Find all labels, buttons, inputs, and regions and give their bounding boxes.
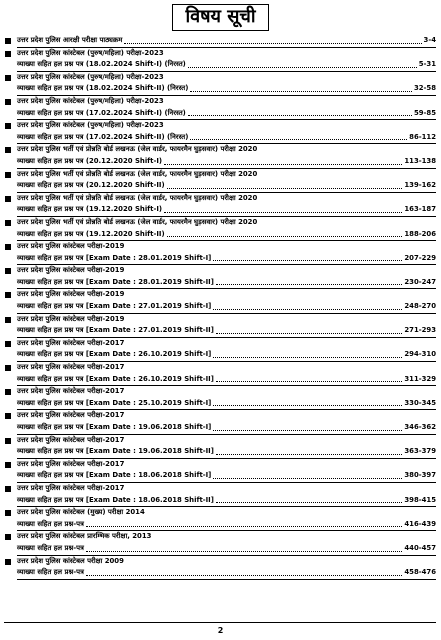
toc-entry-line (17, 253, 436, 266)
toc-entry-line (17, 132, 436, 145)
toc-entry-text: व्याख्या सहित हल प्रश्न पत्र (18.02.2024 Shift-II) (निरस्त) (17, 84, 189, 93)
toc-entry-text: व्याख्या सहित हल प्रश्न पत्र [Exam Date : 27.01.2019 Shift-I] (17, 302, 212, 311)
dot-leader (213, 357, 402, 358)
toc-entry-text: उत्तर प्रदेश पुलिस कांस्टेबल (पुरुष/महिला) परीक्षा-2023 (17, 96, 164, 105)
table-of-contents (4, 35, 436, 580)
toc-entry-text: उत्तर प्रदेश पुलिस भर्ती एवं प्रोन्नति बोर्ड लखनऊ (जेल वार्डर, फायरमैन घुड़सवार) परीक्षा 2020 (17, 193, 258, 202)
toc-entry-text: उत्तर प्रदेश पुलिस आरक्षी परीक्षा पाठ्यक्रम (17, 36, 123, 44)
toc-entry[interactable] (4, 48, 436, 72)
square-bullet-icon (5, 51, 11, 57)
square-bullet-icon (5, 389, 11, 395)
toc-entry-line (17, 108, 436, 121)
square-bullet-icon (5, 438, 11, 444)
toc-entry-line (17, 277, 436, 290)
toc-entry-text: व्याख्या सहित हल प्रश्न पत्र (20.12.2020 Shift-I) (17, 156, 163, 165)
toc-page-range: 59-85 (413, 108, 436, 117)
toc-page-range: 440-457 (404, 543, 436, 552)
toc-page-range: 5-31 (418, 60, 436, 69)
dot-leader (167, 188, 403, 189)
page-title: विषय सूची (172, 4, 268, 31)
toc-entry-text: उत्तर प्रदेश पुलिस कांस्टेबल (पुरुष/महिला) परीक्षा-2023 (17, 121, 164, 130)
square-bullet-icon (5, 172, 11, 178)
square-bullet-icon (5, 123, 11, 129)
toc-page-range: 32-58 (413, 84, 436, 93)
toc-entry-heading (17, 459, 436, 471)
dot-leader (188, 115, 412, 116)
toc-entry-text: व्याख्या सहित हल प्रश्न पत्र [Exam Date : 26.10.2019 Shift-II] (17, 374, 214, 383)
square-bullet-icon (5, 510, 11, 516)
toc-entry-text: उत्तर प्रदेश पुलिस कांस्टेबल परीक्षा 2009 (17, 556, 124, 565)
toc-page-range: 248-270 (404, 302, 436, 311)
toc-entry-heading (17, 193, 436, 205)
toc-entry-text: व्याख्या सहित हल प्रश्न पत्र (18.02.2024 Shift-I) (निरस्त) (17, 60, 186, 69)
toc-entry[interactable] (4, 459, 436, 483)
toc-entry-heading (17, 314, 436, 326)
toc-entry-text: उत्तर प्रदेश पुलिस कांस्टेबल परीक्षा-2017 (17, 338, 125, 347)
toc-entry-text: व्याख्या सहित हल प्रश्न पत्र [Exam Date : 28.01.2019 Shift-I] (17, 253, 212, 262)
toc-entry-heading (17, 531, 436, 543)
dot-leader (86, 526, 402, 527)
square-bullet-icon (5, 365, 11, 371)
square-bullet-icon (5, 268, 11, 274)
dot-leader (86, 551, 402, 552)
toc-entry-text: उत्तर प्रदेश पुलिस कांस्टेबल (मुख्य) परीक्षा 2014 (17, 508, 145, 517)
toc-entry-line (17, 301, 436, 314)
toc-page-range: 163-187 (404, 205, 436, 214)
toc-page-range: 346-362 (404, 423, 436, 431)
toc-entry-text: उत्तर प्रदेश पुलिस कांस्टेबल परीक्षा-2017 (17, 363, 125, 372)
dot-leader (164, 212, 402, 213)
square-bullet-icon (5, 413, 11, 419)
toc-entry-text: व्याख्या सहित हल प्रश्न पत्र [Exam Date : 28.01.2019 Shift-II] (17, 277, 214, 286)
square-bullet-icon (5, 147, 11, 153)
square-bullet-icon (5, 292, 11, 298)
dot-leader (164, 164, 402, 165)
toc-entry-text: व्याख्या सहित हल प्रश्न पत्र [Exam Date : 19.06.2018 Shift-I] (17, 423, 212, 431)
toc-entry-text: व्याख्या सहित हल प्रश्न पत्र (19.12.2020 Shift-II) (17, 229, 165, 238)
toc-entry-text: व्याख्या सहित हल प्रश्न पत्र (17.02.2024 Shift-II) (निरस्त) (17, 132, 189, 141)
toc-entry-text: उत्तर प्रदेश पुलिस कांस्टेबल (पुरुष/महिला) परीक्षा-2023 (17, 72, 164, 81)
dot-leader (216, 381, 402, 382)
toc-entry[interactable] (4, 169, 436, 193)
square-bullet-icon (5, 341, 11, 347)
dot-leader (190, 91, 412, 92)
toc-entry[interactable] (4, 72, 436, 96)
toc-page-range: 230-247 (404, 277, 436, 286)
toc-entry-line (17, 446, 436, 459)
toc-entry-line (17, 374, 436, 387)
dot-leader (213, 309, 402, 310)
square-bullet-icon (5, 534, 11, 540)
toc-entry-text: व्याख्या सहित हल प्रश्न पत्र [Exam Date : 18.06.2018 Shift-I] (17, 471, 212, 480)
toc-entry[interactable] (4, 410, 436, 434)
toc-entry-line (17, 325, 436, 338)
toc-entry-text: उत्तर प्रदेश पुलिस कांस्टेबल परीक्षा-2017 (17, 387, 125, 396)
square-bullet-icon (5, 196, 11, 202)
toc-entry[interactable] (4, 144, 436, 168)
toc-page-range: 458-476 (404, 568, 436, 577)
toc-entry[interactable] (4, 507, 436, 531)
square-bullet-icon (5, 220, 11, 226)
dot-leader (213, 478, 402, 479)
toc-entry[interactable] (4, 35, 436, 48)
dot-leader (124, 43, 421, 44)
page-number: 2 (217, 626, 224, 635)
toc-entry-text: उत्तर प्रदेश पुलिस कांस्टेबल परीक्षा-2019 (17, 314, 125, 323)
toc-page-range: 294-310 (404, 350, 436, 359)
toc-entry-text: व्याख्या सहित हल प्रश्न-पत्र (17, 519, 84, 528)
toc-entry-text: व्याख्या सहित हल प्रश्न पत्र [Exam Date : 18.06.2018 Shift-II] (17, 495, 214, 504)
toc-entry-text: उत्तर प्रदेश पुलिस कांस्टेबल परीक्षा-2017 (17, 411, 125, 420)
toc-entry[interactable] (4, 386, 436, 410)
toc-page-range: 416-439 (404, 519, 436, 528)
toc-page-range: 188-206 (404, 229, 436, 238)
toc-entry-line (17, 83, 436, 96)
dot-leader (216, 502, 402, 503)
toc-entry-text: व्याख्या सहित हल प्रश्न-पत्र (17, 543, 84, 552)
toc-entry-text: व्याख्या सहित हल प्रश्न पत्र [Exam Date : 27.01.2019 Shift-II] (17, 326, 214, 335)
dot-leader (167, 236, 403, 237)
toc-entry-heading (17, 507, 436, 519)
toc-entry-text: व्याख्या सहित हल प्रश्न पत्र (20.12.2020 Shift-II) (17, 181, 165, 190)
toc-entry-heading (17, 144, 436, 156)
toc-entry-heading (17, 120, 436, 132)
toc-entry-heading (17, 265, 436, 277)
toc-entry-heading (17, 169, 436, 181)
toc-entry-heading (17, 241, 436, 253)
toc-entry-text: व्याख्या सहित हल प्रश्न पत्र (19.12.2020 Shift-I) (17, 205, 163, 214)
toc-entry-heading (17, 96, 436, 108)
toc-page-range: 363-379 (404, 447, 436, 456)
square-bullet-icon (5, 99, 11, 105)
toc-entry[interactable] (4, 265, 436, 289)
toc-entry[interactable] (4, 217, 436, 241)
dot-leader (216, 333, 402, 334)
toc-entry-line (17, 422, 436, 435)
footer-divider (4, 622, 436, 623)
toc-entry-heading (17, 410, 436, 422)
toc-page-range: 207-229 (404, 253, 436, 262)
toc-entry-text: उत्तर प्रदेश पुलिस भर्ती एवं प्रोन्नति बोर्ड लखनऊ (जेल वार्डर, फायरमैन घुड़सवार) परीक्षा 2020 (17, 169, 258, 178)
toc-entry[interactable] (4, 241, 436, 265)
toc-entry-line (17, 229, 436, 242)
dot-leader (213, 260, 402, 261)
toc-entry-line (17, 543, 436, 556)
toc-entry[interactable] (4, 193, 436, 217)
toc-page-range: 311-329 (404, 374, 436, 383)
dot-leader (216, 454, 402, 455)
toc-page-range: 271-293 (404, 326, 436, 335)
title-wrapper (0, 4, 441, 31)
toc-entry[interactable] (4, 314, 436, 338)
toc-entry-heading (17, 72, 436, 84)
toc-entry-text: उत्तर प्रदेश पुलिस कांस्टेबल परीक्षा-2019 (17, 266, 125, 275)
toc-entry[interactable] (4, 531, 436, 555)
toc-entry-heading (17, 483, 436, 495)
toc-entry-heading (17, 289, 436, 301)
toc-entry-heading (17, 386, 436, 398)
toc-entry[interactable] (4, 483, 436, 507)
toc-entry-line (17, 204, 436, 217)
dot-leader (190, 139, 407, 140)
toc-entry-text: उत्तर प्रदेश पुलिस भर्ती एवं प्रोन्नति बोर्ड लखनऊ (जेल वार्डर, फायरमैन घुड़सवार) परीक्षा 2020 (17, 217, 258, 226)
toc-entry-heading (17, 338, 436, 350)
square-bullet-icon (5, 486, 11, 492)
toc-page-range: 86-112 (409, 132, 436, 141)
toc-page-range: 139-162 (404, 181, 436, 190)
toc-entry-text: उत्तर प्रदेश पुलिस भर्ती एवं प्रोन्नति बोर्ड लखनऊ (जेल वार्डर, फायरमैन घुड़सवार) परीक्षा 2020 (17, 145, 258, 154)
toc-entry[interactable] (4, 338, 436, 362)
toc-entry-line (17, 567, 436, 580)
toc-entry-heading (17, 48, 436, 60)
square-bullet-icon (5, 75, 11, 81)
toc-entry-line (17, 156, 436, 169)
square-bullet-icon (5, 244, 11, 250)
square-bullet-icon (5, 317, 11, 323)
toc-page-range: 380-397 (404, 471, 436, 480)
toc-entry-text: उत्तर प्रदेश पुलिस कांस्टेबल परीक्षा-2019 (17, 242, 125, 251)
dot-leader (86, 575, 402, 576)
toc-page-range: 330-345 (404, 398, 436, 407)
toc-entry-text: उत्तर प्रदेश पुलिस कांस्टेबल प्रारम्भिक परीक्षा, 2013 (17, 532, 152, 541)
square-bullet-icon (5, 559, 11, 565)
toc-entry-heading (17, 556, 436, 568)
toc-page-range: 398-415 (404, 495, 436, 504)
toc-entry-text: उत्तर प्रदेश पुलिस कांस्टेबल परीक्षा-2017 (17, 483, 125, 492)
dot-leader (188, 67, 417, 68)
toc-page-range: 3-4 (423, 36, 436, 44)
toc-entry-text: व्याख्या सहित हल प्रश्न पत्र [Exam Date : 26.10.2019 Shift-I] (17, 350, 212, 359)
toc-page-range: 113-138 (404, 156, 436, 165)
toc-entry-line (17, 180, 436, 193)
toc-entry[interactable] (4, 96, 436, 120)
dot-leader (213, 430, 402, 431)
toc-entry-text: व्याख्या सहित हल प्रश्न-पत्र (17, 568, 84, 577)
toc-entry-text: उत्तर प्रदेश पुलिस कांस्टेबल (पुरुष/महिला) परीक्षा-2023 (17, 48, 164, 57)
toc-entry-line (17, 495, 436, 508)
toc-entry-line (17, 35, 436, 48)
square-bullet-icon (5, 38, 11, 44)
toc-entry-text: व्याख्या सहित हल प्रश्न पत्र (17.02.2024 Shift-I) (निरस्त) (17, 108, 186, 117)
toc-entry-line (17, 398, 436, 411)
toc-entry-text: व्याख्या सहित हल प्रश्न पत्र [Exam Date : 19.06.2018 Shift-II] (17, 447, 214, 456)
toc-entry-line (17, 519, 436, 532)
toc-entry-text: उत्तर प्रदेश पुलिस कांस्टेबल परीक्षा-2017 (17, 435, 125, 444)
dot-leader (213, 405, 402, 406)
toc-entry-heading (17, 362, 436, 374)
toc-entry[interactable] (4, 120, 436, 144)
toc-entry-line (17, 59, 436, 72)
dot-leader (216, 284, 402, 285)
toc-entry-heading (17, 217, 436, 229)
toc-entry-line (17, 349, 436, 362)
toc-entry[interactable] (4, 362, 436, 386)
toc-entry[interactable] (4, 435, 436, 459)
toc-entry[interactable] (4, 556, 436, 580)
toc-entry-text: उत्तर प्रदेश पुलिस कांस्टेबल परीक्षा-2019 (17, 290, 125, 299)
toc-entry-line (17, 470, 436, 483)
toc-entry[interactable] (4, 289, 436, 313)
toc-entry-heading (17, 435, 436, 447)
toc-entry-text: व्याख्या सहित हल प्रश्न पत्र [Exam Date : 25.10.2019 Shift-I] (17, 398, 212, 407)
square-bullet-icon (5, 462, 11, 468)
toc-entry-text: उत्तर प्रदेश पुलिस कांस्टेबल परीक्षा-2017 (17, 459, 125, 468)
